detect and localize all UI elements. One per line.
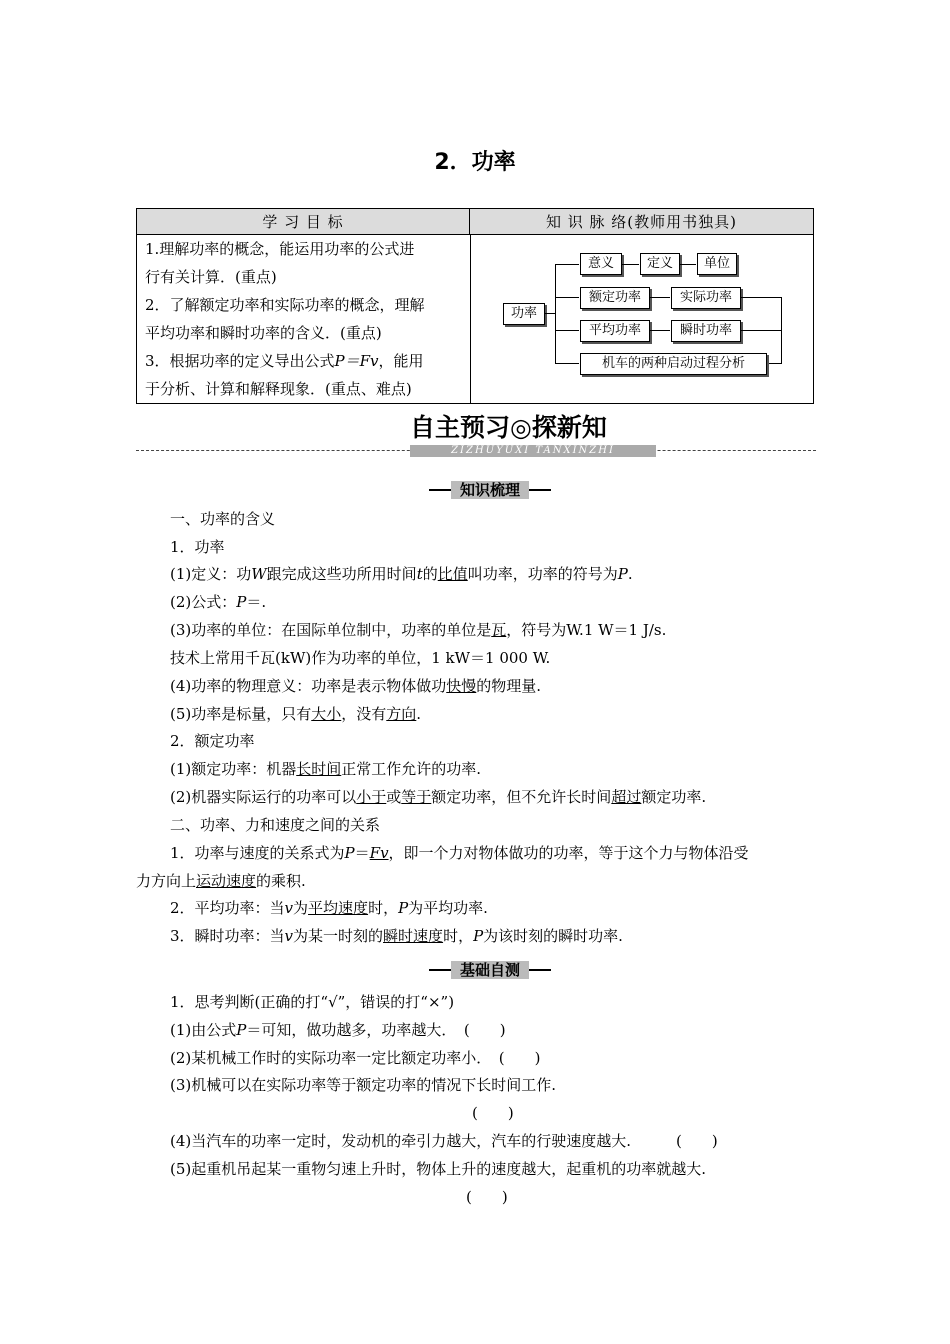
subheading: 1．功率 (170, 538, 225, 556)
goal-line: 于分析、计算和解释现象．(重点、难点) (145, 380, 412, 398)
diagram-node-locomotive: 机车的两种启动过程分析 (580, 353, 767, 375)
diagram-node-meaning: 意义 (580, 253, 622, 275)
diagram-node-definition: 定义 (640, 253, 680, 275)
diagram-arrow (622, 264, 639, 265)
diagram-connector (555, 264, 556, 364)
diagram-arrow (555, 330, 579, 331)
diagram-connector (741, 330, 781, 331)
objectives-table (136, 208, 814, 404)
diagram-connector (741, 297, 781, 298)
text-line: (3)功率的单位：在国际单位制中，功率的单位是瓦，符号为W.1 W＝1 J/s. (170, 621, 667, 639)
goal-line: 3．根据功率的定义导出公式P＝Fv，能用 (145, 352, 424, 370)
text-line: (2)机器实际运行的功率可以小于或等于额定功率，但不允许长时间超过额定功率. (170, 788, 707, 806)
goal-line: 行有关计算．(重点) (145, 268, 277, 286)
section-banner-subtitle: ZIZHUYUXI TANXINZHI (410, 445, 656, 457)
page-title: 2．功率 (434, 150, 516, 175)
section-banner: 自主预习◎探新知 (410, 411, 650, 445)
quiz-instruction: 1．思考判断(正确的打“√”，错误的打“×”) (170, 993, 455, 1011)
quiz-answer-blank: ( ) (466, 1188, 508, 1206)
section-label-self-test: 基础自测 (429, 961, 551, 979)
quiz-item: (2)某机械工作时的实际功率一定比额定功率小． ( ) (170, 1049, 541, 1067)
diagram-arrow (555, 264, 579, 265)
goal-line: 2．了解额定功率和实际功率的概念，理解 (145, 296, 425, 314)
section-label-knowledge: 知识梳理 (429, 481, 551, 499)
table-header-knowledge: 知 识 脉 络(教师用书独具) (470, 209, 813, 235)
table-header-goals: 学 习 目 标 (137, 209, 470, 235)
goal-line: 平均功率和瞬时功率的含义．(重点) (145, 324, 382, 342)
diagram-connector (545, 313, 555, 314)
quiz-item: (4)当汽车的功率一定时，发动机的牵引力越大，汽车的行驶速度越大. ( ) (170, 1132, 718, 1150)
diagram-node-unit: 单位 (697, 253, 737, 275)
diagram-node-average-power: 平均功率 (580, 320, 650, 342)
text-line: 3．瞬时功率：当v为某一时刻的瞬时速度时，P为该时刻的瞬时功率. (170, 927, 623, 945)
heading-2: 二、功率、力和速度之间的关系 (170, 816, 381, 834)
quiz-item: (1)由公式P＝可知，做功越多，功率越大． ( ) (170, 1021, 506, 1039)
text-line: 2．平均功率：当v为平均速度时，P为平均功率. (170, 899, 488, 917)
text-line: (1)额定功率：机器长时间正常工作允许的功率. (170, 760, 482, 778)
diagram-node-actual-power: 实际功率 (671, 287, 741, 309)
text-line: (1)定义：功W跟完成这些功所用时间t的比值叫功率，功率的符号为P. (170, 565, 633, 583)
diagram-arrow (767, 363, 782, 364)
text-line: (5)功率是标量，只有大小，没有方向. (170, 705, 422, 723)
text-line: (4)功率的物理意义：功率是表示物体做功快慢的物理量. (170, 677, 542, 695)
diagram-arrow (680, 264, 696, 265)
diagram-arrow (555, 363, 579, 364)
diagram-connector (781, 297, 782, 364)
diagram-arrow (650, 330, 670, 331)
diagram-arrow (650, 297, 670, 298)
text-line: 力方向上运动速度的乘积. (136, 872, 306, 890)
quiz-answer-blank: ( ) (472, 1104, 514, 1122)
diagram-node-power: 功率 (503, 303, 545, 325)
text-line: (2)公式：P＝. (170, 593, 267, 611)
quiz-item: (3)机械可以在实际功率等于额定功率的情况下长时间工作. (170, 1076, 557, 1094)
diagram-arrow (555, 297, 579, 298)
text-line: 1．功率与速度的关系式为P＝Fv，即一个力对物体做功的功率，等于这个力与物体沿受 (170, 844, 749, 862)
heading-1: 一、功率的含义 (170, 510, 276, 528)
text-line: 技术上常用千瓦(kW)作为功率的单位，1 kW＝1 000 W. (170, 649, 551, 667)
diagram-node-instant-power: 瞬时功率 (671, 320, 741, 342)
table-divider (470, 235, 471, 403)
quiz-item: (5)起重机吊起某一重物匀速上升时，物体上升的速度越大，起重机的功率就越大. (170, 1160, 707, 1178)
goal-line: 1.理解功率的概念，能运用功率的公式进 (145, 240, 415, 258)
subheading: 2．额定功率 (170, 732, 255, 750)
diagram-node-rated-power: 额定功率 (580, 287, 650, 309)
